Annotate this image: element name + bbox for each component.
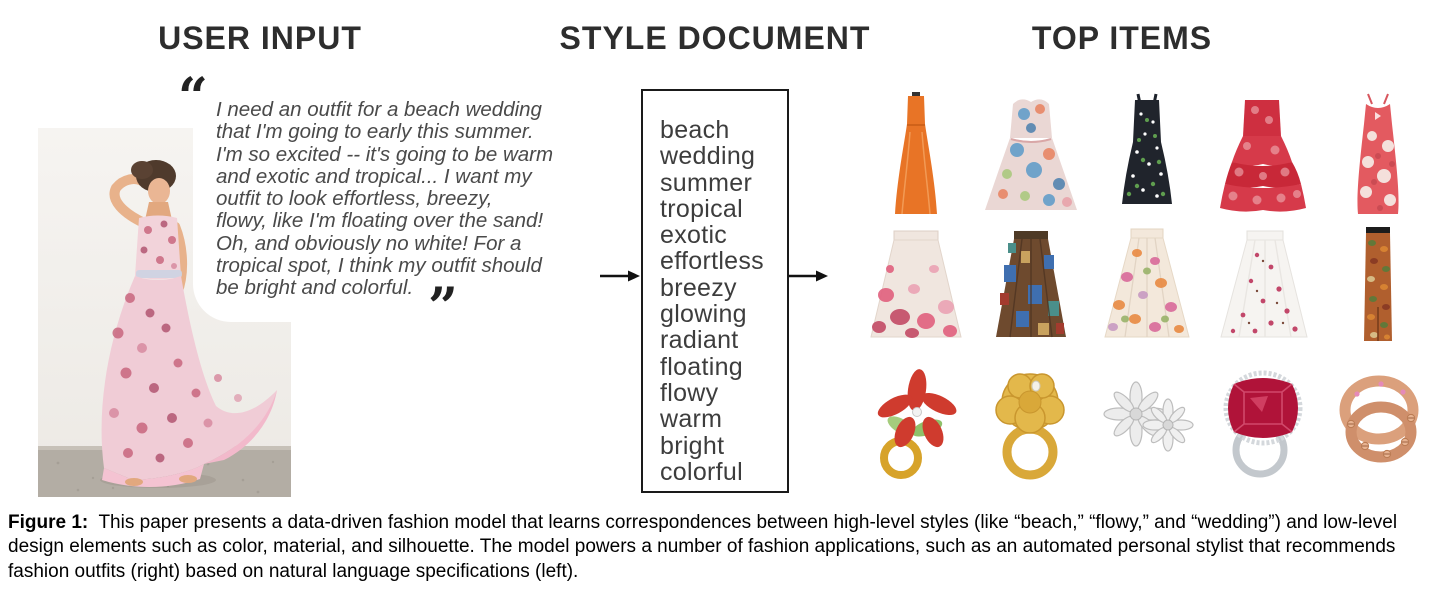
caption-text: This paper presents a data-driven fashion model that learns correspondences between high-level styles (like “beach,” “flowy,” and “wedding”) and low-level design elements such as color, material, and silhouette. The model powers a number of fashion applications, such as an automated personal stylist that recommends fashion outfits (right) based on natural language specifications (left). bbox=[8, 512, 1398, 582]
top-item-cell bbox=[1089, 350, 1205, 496]
red-tiered-ruffle-dress bbox=[1217, 90, 1309, 214]
quote-line: flowy, like I'm floating over the sand! bbox=[216, 209, 544, 233]
top-item-cell bbox=[974, 86, 1090, 220]
header-top-items: TOP ITEMS bbox=[1031, 20, 1213, 56]
quote-line: I need an outfit for a beach wedding bbox=[216, 98, 542, 121]
pink-floral-cream-skirt bbox=[864, 227, 968, 343]
header-user-input: USER INPUT bbox=[158, 20, 362, 56]
orange-gown bbox=[884, 90, 948, 218]
white-blossom-pleated-skirt bbox=[1213, 227, 1313, 343]
style-word: wedding bbox=[660, 142, 756, 171]
top-item-cell bbox=[1205, 86, 1321, 220]
quote-line: outfit to look effortless, breezy, bbox=[216, 187, 493, 211]
pastel-floral-strapless-dress bbox=[979, 90, 1083, 216]
user-quote bbox=[216, 99, 612, 300]
coral-floral-maxi-dress bbox=[1350, 90, 1406, 218]
quote-line: Oh, and obviously no white! For a bbox=[216, 231, 522, 255]
top-item-cell bbox=[858, 86, 974, 220]
header-style-document: STYLE DOCUMENT bbox=[559, 20, 871, 56]
quote-line: that I'm going to early this summer. bbox=[216, 120, 534, 144]
style-document-box bbox=[641, 89, 789, 493]
style-word: radiant bbox=[660, 326, 739, 355]
baroque-patchwork-pleated-skirt bbox=[988, 227, 1074, 343]
quote-line: and exotic and tropical... I want my bbox=[216, 164, 532, 188]
ruby-halo-ring bbox=[1216, 362, 1310, 484]
top-item-cell bbox=[858, 350, 974, 496]
style-word: exotic bbox=[660, 221, 728, 250]
style-word: tropical bbox=[660, 194, 743, 223]
top-item-cell bbox=[1089, 86, 1205, 220]
top-item-cell bbox=[1089, 220, 1205, 350]
open-quote-icon: “ bbox=[178, 67, 208, 128]
style-word: effortless bbox=[660, 247, 764, 276]
style-word: floating bbox=[660, 352, 744, 381]
top-item-cell bbox=[1320, 86, 1436, 220]
quote-line: tropical spot, I think my outfit should bbox=[216, 254, 542, 278]
rose-gold-love-ring bbox=[1331, 362, 1425, 484]
style-word: beach bbox=[660, 116, 730, 144]
quote-line: I'm so excited -- it's going to be warm bbox=[216, 142, 554, 166]
arrow-right-icon bbox=[788, 269, 828, 283]
top-item-cell bbox=[1205, 220, 1321, 350]
style-word: flowy bbox=[660, 378, 719, 407]
top-item-cell bbox=[1205, 350, 1321, 496]
figure-caption bbox=[8, 511, 1436, 584]
orange-pink-floral-pleated-skirt bbox=[1099, 227, 1195, 343]
top-items-grid bbox=[858, 86, 1436, 496]
close-quote-icon: ” bbox=[428, 277, 458, 338]
top-item-cell bbox=[974, 220, 1090, 350]
top-item-cell bbox=[858, 220, 974, 350]
style-word: summer bbox=[660, 168, 753, 197]
diamond-daisy-ring bbox=[1100, 365, 1194, 481]
style-word: warm bbox=[660, 405, 723, 434]
caption-label: Figure 1: bbox=[8, 512, 89, 533]
top-item-cell bbox=[1320, 350, 1436, 496]
top-item-cell bbox=[1320, 220, 1436, 350]
top-item-cell bbox=[974, 350, 1090, 496]
style-word: bright bbox=[660, 431, 725, 460]
style-word: breezy bbox=[660, 273, 737, 302]
style-word: glowing bbox=[660, 300, 747, 329]
quote-line: be bright and colorful. bbox=[216, 276, 414, 300]
black-floral-dress bbox=[1113, 90, 1181, 212]
orchid-gemstone-ring bbox=[869, 360, 963, 486]
style-word: colorful bbox=[660, 457, 743, 486]
tapestry-print-maxi-skirt bbox=[1356, 225, 1400, 345]
gold-pave-flower-ring bbox=[984, 360, 1078, 486]
